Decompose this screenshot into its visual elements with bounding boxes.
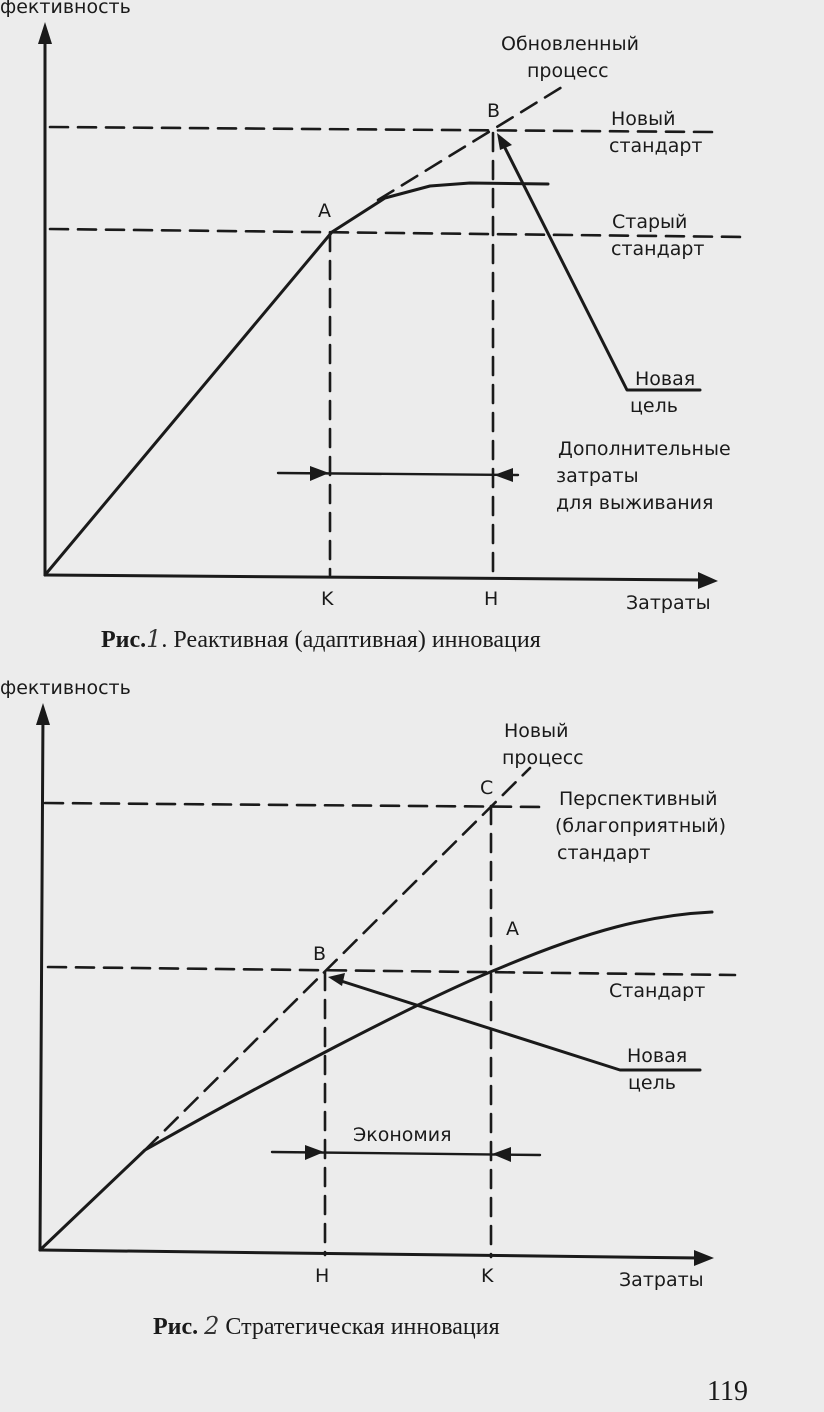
figure1-extra-costs-line1: Дополнительные: [558, 438, 731, 460]
figure1-new-standard-line1: Новый: [611, 108, 676, 130]
figure1-new-goal-line: [501, 140, 700, 390]
figure2-y-axis: [40, 712, 43, 1250]
figure1-growth-curve: [45, 183, 548, 575]
figure2-point-c: C: [480, 777, 494, 799]
figure1-updated-process-line2: процесс: [527, 60, 609, 82]
figure1-extra-costs-span: [278, 466, 518, 482]
figure1-caption-prefix: Рис.: [101, 627, 147, 653]
figure1-updated-process-line1: Обновленный: [501, 33, 639, 55]
figure2-standard-label: Стандарт: [609, 980, 706, 1002]
figure1-span-arrow-left-icon: [310, 466, 329, 481]
figure2-x-axis: [40, 1250, 700, 1258]
figure1-tick-k: K: [321, 588, 334, 610]
figure2-span-arrow-right-icon: [492, 1147, 511, 1162]
figure2-y-axis-arrow-icon: [36, 703, 50, 725]
figure1-span-arrow-right-icon: [494, 468, 513, 482]
figure1-y-axis-label: фективность: [0, 0, 131, 18]
figure2-new-process-line1: Новый: [504, 720, 569, 742]
figure1-x-axis-label: Затраты: [626, 592, 711, 614]
figure2-point-b: B: [313, 943, 327, 965]
figure2-tick-k: K: [481, 1265, 494, 1287]
figure2-caption-number: 2: [204, 1312, 220, 1340]
figure2-prospective-standard-line3: стандарт: [557, 842, 651, 864]
figure2-prospective-standard-line: [45, 803, 545, 807]
figure2-curves: [40, 912, 712, 1250]
figure1-extra-costs-line2: затраты: [556, 465, 639, 487]
figure1-old-standard-line2: стандарт: [611, 238, 705, 260]
figure2-y-axis-label: фективность: [0, 677, 131, 699]
figure2-tick-h: H: [315, 1265, 330, 1287]
figure2-caption: [153, 1312, 500, 1341]
figure2-new-process-line2: процесс: [502, 747, 584, 769]
figure1-y-axis-arrow-icon: [38, 22, 52, 44]
figure1-tick-h: H: [484, 588, 499, 610]
figure1-new-goal-line2: цель: [630, 395, 678, 417]
figure2-point-a: A: [506, 918, 519, 940]
figure2-standard-line: [48, 967, 735, 975]
figure1-new-goal-line1: Новая: [635, 368, 696, 390]
figure2-savings-span: [272, 1145, 540, 1162]
figure1-extra-costs-line3: для выживания: [556, 492, 714, 514]
figure2-x-axis-label: Затраты: [619, 1269, 704, 1291]
figure1-caption-text: . Реактивная (адаптивная) инновация: [161, 627, 541, 653]
figure1-caption: [101, 625, 541, 654]
figure1-new-standard-line2: стандарт: [609, 135, 703, 157]
figure1-x-axis: [45, 575, 705, 580]
figure2-prospective-standard-line2: (благоприятный): [555, 815, 727, 837]
figure1-point-b: B: [487, 100, 501, 122]
figure2-new-process-line: [145, 768, 530, 1150]
figure1-old-standard-line1: Старый: [612, 211, 688, 233]
figure2-span-arrow-left-icon: [305, 1145, 324, 1160]
figure2-caption-text: Стратегическая инновация: [225, 1314, 500, 1340]
page-number: 119: [707, 1376, 748, 1407]
figure2-savings-label: Экономия: [353, 1124, 452, 1146]
figure2-growth-curve: [40, 912, 712, 1250]
figure2-new-goal-line1: Новая: [627, 1045, 688, 1067]
figure2-caption-prefix: Рис.: [153, 1314, 199, 1340]
figure2-new-goal-line2: цель: [628, 1072, 676, 1094]
figure2-prospective-standard-line1: Перспективный: [559, 788, 718, 810]
figure2-new-goal-arrowhead-icon: [328, 973, 345, 986]
figure1-x-axis-arrow-icon: [698, 572, 718, 589]
figure1-point-a: A: [318, 200, 331, 222]
figure1-new-goal-arrowhead-icon: [497, 133, 512, 150]
figure2-x-axis-arrow-icon: [694, 1250, 714, 1266]
figure1-caption-number: 1: [146, 625, 162, 653]
